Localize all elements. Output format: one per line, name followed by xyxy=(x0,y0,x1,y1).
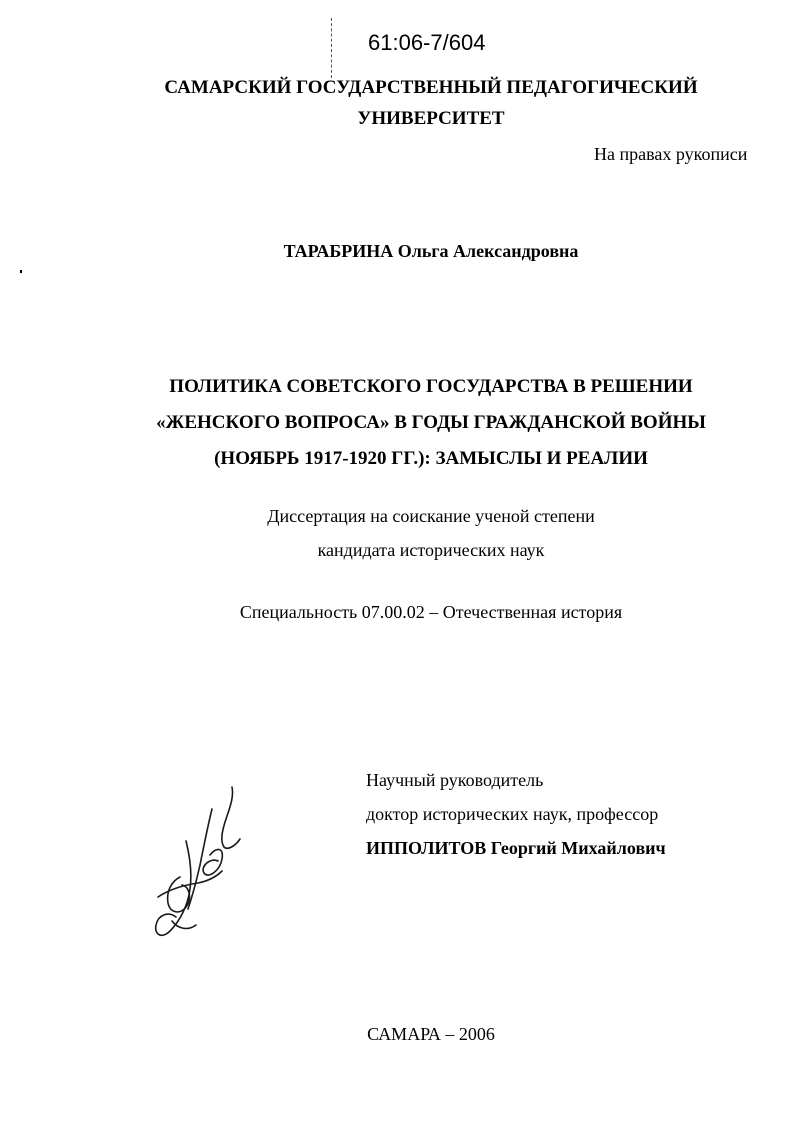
degree-line-2: кандидата исторических наук xyxy=(317,540,545,560)
supervisor-role: Научный руководитель xyxy=(366,770,544,790)
place-and-year: САМАРА – 2006 xyxy=(367,1024,495,1044)
title-line-2: «ЖЕНСКОГО ВОПРОСА» В ГОДЫ ГРАЖДАНСКОЙ ВОЙНЫ xyxy=(156,412,706,433)
author-surname: ТАРАБРИНА xyxy=(283,241,394,261)
catalog-stamp: 61:06-7/604 xyxy=(368,30,486,55)
institution-name-line-1: САМАРСКИЙ ГОСУДАРСТВЕННЫЙ ПЕДАГОГИЧЕСКИЙ xyxy=(164,77,698,98)
supervisor-credentials: доктор исторических наук, профессор xyxy=(366,804,659,824)
dissertation-title xyxy=(0,369,793,477)
supervisor-name xyxy=(366,831,666,865)
supervisor-block xyxy=(366,763,666,865)
author-given-names: Ольга Александровна xyxy=(397,241,579,261)
rights-note: На правах рукописи xyxy=(594,144,748,164)
stamp-divider xyxy=(331,18,332,78)
signature-icon xyxy=(150,785,250,945)
degree-line-1: Диссертация на соискание ученой степени xyxy=(267,506,595,526)
supervisor-given-names: Георгий Михайлович xyxy=(490,838,666,858)
specialty: Специальность 07.00.02 – Отечественная история xyxy=(239,602,623,622)
author-name xyxy=(0,239,793,263)
supervisor-surname: ИППОЛИТОВ xyxy=(366,838,487,858)
scan-speck xyxy=(20,270,22,273)
title-line-3: (НОЯБРЬ 1917-1920 ГГ.): ЗАМЫСЛЫ И РЕАЛИИ xyxy=(214,448,648,469)
degree-statement xyxy=(0,499,793,567)
title-line-1: ПОЛИТИКА СОВЕТСКОГО ГОСУДАРСТВА В РЕШЕНИИ xyxy=(169,376,693,397)
institution-name-line-2: УНИВЕРСИТЕТ xyxy=(357,108,505,129)
